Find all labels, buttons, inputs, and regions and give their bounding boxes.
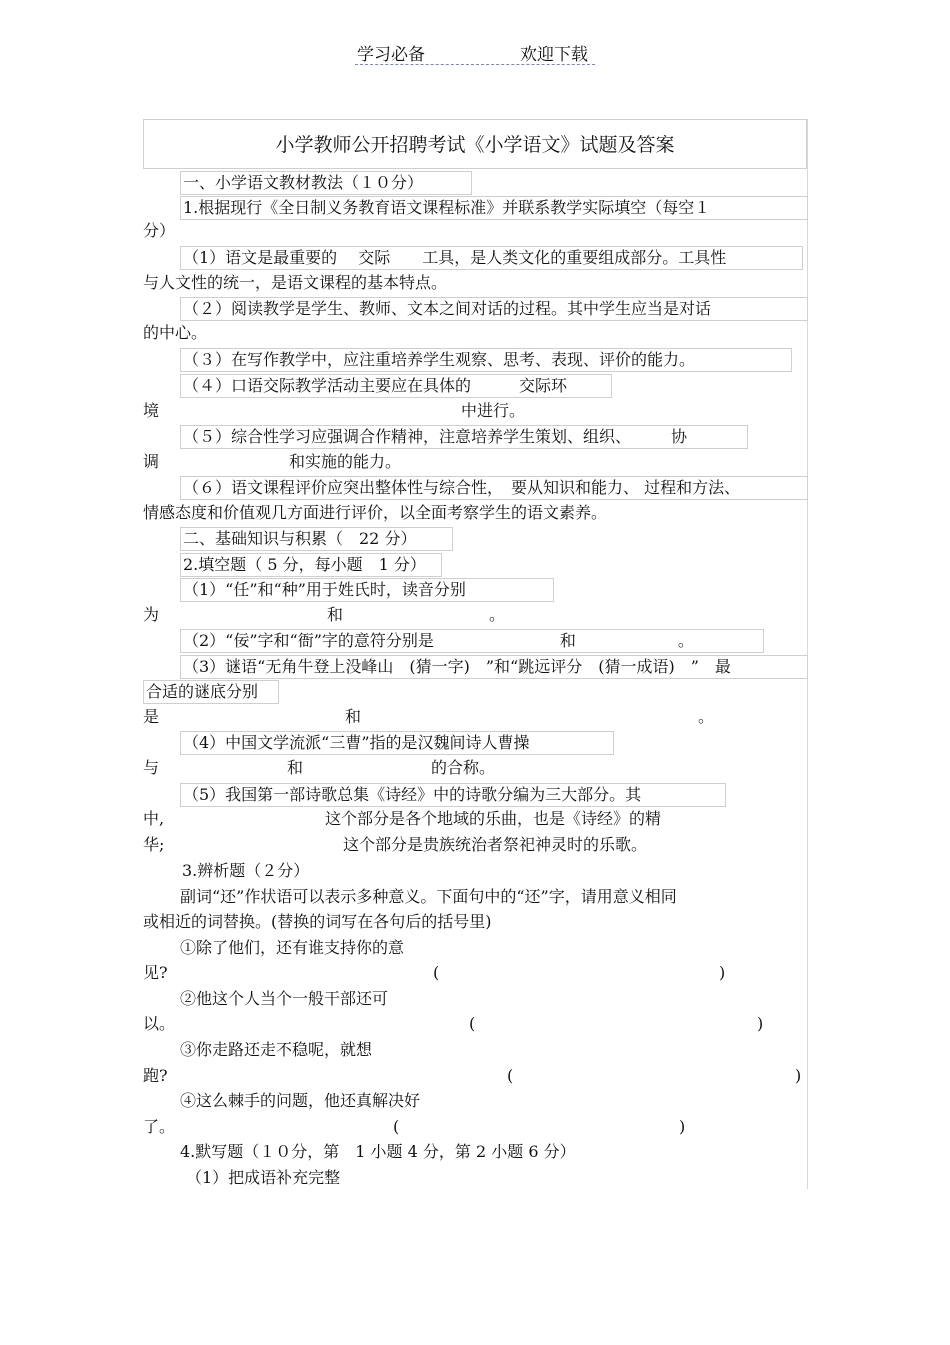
fill-2 (180, 629, 764, 653)
fill-5-line-2b: 这个部分是各个地域的乐曲，也是《诗经》的精 (325, 809, 662, 828)
sentence-4-line-2: 了。 (143, 1117, 176, 1136)
fill-1-line-2c: 。 (489, 605, 506, 624)
header-left: 学习必备 (357, 45, 425, 65)
header-divider (355, 64, 595, 65)
title-box (143, 119, 807, 169)
sentence-2-paren-open: ( (469, 1014, 476, 1033)
fill-3-line-3c: 。 (698, 707, 715, 726)
fill-5-line-3b: 这个部分是贵族统治者祭祀神灵时的乐歌。 (343, 835, 648, 854)
fill-4-line-1: （4）中国文学流派“三曹”指的是汉魏间诗人曹操 (180, 731, 614, 755)
document-page (143, 119, 808, 1189)
fill-5-line-1: （5）我国第一部诗歌总集《诗经》中的诗歌分编为三大部分。其 (180, 783, 726, 807)
sentence-3-line-2: 跑? (143, 1066, 168, 1085)
sentence-2-paren-close: ) (757, 1014, 764, 1033)
question-1-line-1: 1.根据现行《全日制义务教育语文课程标准》并联系教学实际填空（每空１ (180, 196, 808, 220)
fill-5-line-2a: 中, (143, 809, 165, 828)
fill-2-c: 。 (677, 631, 694, 650)
fill-4-line-2a: 与 (143, 758, 160, 777)
question-3-desc-2: 或相近的词替换。(替换的词写在各句后的括号里) (143, 912, 492, 931)
fill-1-line-2b: 和 (327, 605, 344, 624)
fill-3-line-3a: 是 (143, 707, 160, 726)
item-4-line-1: （４）口语交际教学活动主要应在具体的 交际环 (180, 374, 612, 398)
item-3: （３）在写作教学中，应注重培养学生观察、思考、表现、评价的能力。 (180, 348, 792, 372)
fill-5-line-3a: 华; (143, 835, 165, 854)
item-1-line-2: 与人文性的统一，是语文课程的基本特点。 (143, 273, 448, 292)
fill-3-line-1: （3）谜语“无角牛登上没峰山 (猜一字) ”和“跳远评分 (猜一成语) ” 最 (180, 655, 808, 679)
item-6-line-1: （６）语文课程评价应突出整体性与综合性， 要从知识和能力、 过程和方法、 (180, 476, 808, 500)
sentence-3-paren-close: ) (795, 1066, 802, 1085)
header-right: 欢迎下载 (520, 45, 588, 65)
item-2-line-1: （２）阅读教学是学生、教师、文本之间对话的过程。其中学生应当是对话 (180, 297, 808, 321)
item-4-line-2b: 中进行。 (461, 401, 526, 420)
item-1-line-1: （1）语文是最重要的 交际 工具，是人类文化的重要组成部分。工具性 (180, 246, 803, 270)
question-3-desc-1: 副词“还”作状语可以表示多种意义。下面句中的“还”字，请用意义相同 (180, 887, 677, 906)
fill-3-line-2: 合适的谜底分别 (143, 680, 279, 704)
item-4-line-2a: 境 (143, 401, 160, 420)
item-2-line-2: 的中心。 (143, 323, 208, 342)
item-5-line-1: （５）综合性学习应强调合作精神，注意培养学生策划、组织、 协 (180, 425, 748, 449)
sentence-4-paren-open: ( (393, 1117, 400, 1136)
fill-2-b: 和 (559, 631, 576, 650)
sentence-1-paren-open: ( (433, 963, 440, 982)
sentence-2-line-1: ②他这个人当个一般干部还可 (180, 989, 389, 1008)
sentence-2-line-2: 以。 (143, 1014, 176, 1033)
sentence-1-line-1: ①除了他们，还有谁支持你的意 (180, 938, 405, 957)
fill-1-line-1: （1）“任”和“种”用于姓氏时，读音分别 (180, 578, 554, 602)
sentence-3-paren-open: ( (507, 1066, 514, 1085)
sentence-3-line-1: ③你走路还走不稳呢，就想 (180, 1040, 373, 1059)
sentence-1-line-2: 见? (143, 963, 168, 982)
page-title: 小学教师公开招聘考试《小学语文》试题及答案 (275, 134, 675, 156)
question-2-heading: 2.填空题（ 5 分，每小题 1 分） (180, 553, 442, 577)
sentence-1-paren-close: ) (719, 963, 726, 982)
sentence-4-paren-close: ) (679, 1117, 686, 1136)
fill-4-line-2b: 和 (287, 758, 304, 777)
item-5-line-2b: 和实施的能力。 (289, 452, 402, 471)
question-3-heading: 3.辨析题（２分） (182, 861, 310, 880)
page-header (0, 40, 950, 70)
item-5-line-2a: 调 (143, 452, 160, 471)
question-4-heading: 4.默写题（１０分，第 1 小题 4 分，第 2 小题 6 分） (180, 1142, 576, 1161)
question-1-line-2: 分） (143, 221, 176, 240)
item-6-line-2: 情感态度和价值观几方面进行评价，以全面考察学生的语文素养。 (143, 503, 608, 522)
question-4-item-1: （1）把成语补充完整 (186, 1168, 341, 1187)
sentence-4-line-1: ④这么棘手的问题，他还真解决好 (180, 1091, 421, 1110)
fill-3-line-3b: 和 (345, 707, 362, 726)
fill-1-line-2a: 为 (143, 605, 160, 624)
section-1-heading: 一、小学语文教材教法（１０分） (180, 171, 472, 195)
fill-4-line-2c: 的合称。 (431, 758, 496, 777)
section-2-heading: 二、基础知识与积累（ 22 分） (180, 527, 453, 551)
fill-2-a: （2）“佞”字和“衙”字的意符分别是 (183, 631, 434, 650)
